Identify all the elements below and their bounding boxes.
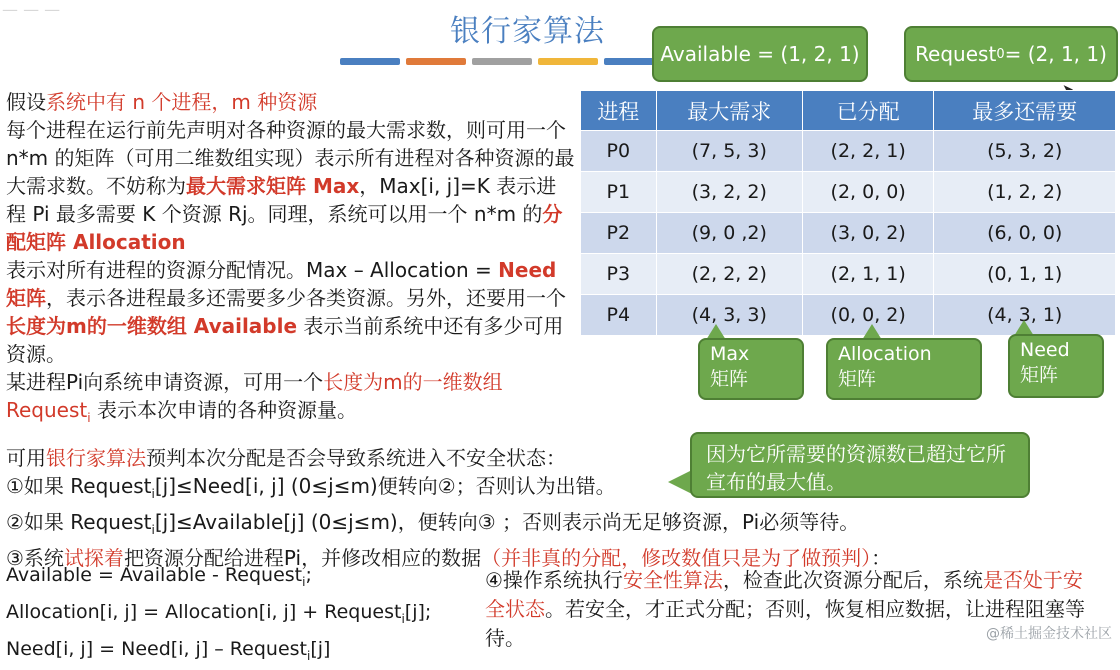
- label-line: Need: [1020, 339, 1070, 361]
- table-cell: P1: [581, 172, 657, 213]
- header-need: 最多还需要: [934, 91, 1116, 131]
- table-row: [581, 295, 1116, 336]
- formula-text: ;: [305, 564, 312, 586]
- formula-text: Available = Available - Request: [6, 564, 303, 586]
- allocation-matrix-label: [826, 338, 982, 400]
- table-cell: P4: [581, 295, 657, 336]
- allocation-matrix-term: 分配矩阵 Allocation: [6, 202, 563, 254]
- algorithm-steps: [6, 444, 1106, 572]
- table-cell: (9, 0 ,2): [656, 213, 802, 254]
- color-bar: [340, 58, 400, 65]
- step-highlight: 是否处于安全状态: [485, 568, 1083, 621]
- formula-text: [j]: [310, 637, 331, 660]
- intro-paragraph: [6, 88, 576, 432]
- available-callout: [652, 26, 868, 82]
- step-subscript: i: [151, 523, 155, 537]
- request-subscript: 0: [996, 46, 1005, 62]
- intro-text: ，表示各进程最多还需要多少各类资源。另外，还要用一个: [46, 286, 566, 310]
- max-matrix-term: 最大需求矩阵 Max: [186, 174, 360, 198]
- intro-text: 表示当前系统中还有多少可用资源。: [6, 314, 564, 366]
- step-highlight: 安全性算法: [622, 568, 723, 592]
- intro-highlight: 系统中有 n 个进程，m 种资源: [46, 90, 318, 114]
- table-cell: (2, 2, 1): [802, 131, 934, 172]
- step-highlight: 银行家算法: [46, 446, 146, 470]
- formula-line: [6, 597, 476, 634]
- table-row: [581, 131, 1116, 172]
- table-cell: (5, 3, 2): [934, 131, 1116, 172]
- intro-text: ，Max[i, j]=K 表示进程 Pi 最多需要 K 个资源 Rj。同理，系统可以用一个 n*m 的: [6, 174, 557, 226]
- step-2: [6, 508, 1106, 544]
- step-text: ②如果 Request: [6, 510, 152, 534]
- request-array-term: 长度为m的一维数组 Request: [6, 370, 503, 422]
- intro-text: 表示对所有进程的资源分配情况。Max – Allocation =: [6, 258, 499, 282]
- table-cell: P3: [581, 254, 657, 295]
- request-suffix: = (2, 1, 1): [1004, 42, 1107, 66]
- header-max: 最大需求: [656, 91, 802, 131]
- table-cell: (1, 2, 2): [934, 172, 1116, 213]
- label-line: Max: [710, 343, 750, 365]
- formula-subscript: i: [307, 648, 311, 663]
- step-intro: [6, 444, 1106, 472]
- step-text: ③系统: [6, 546, 64, 570]
- error-note-callout: 因为它所需要的资源数已超过它所宣布的最大值。: [690, 432, 1030, 498]
- step-text: 可用: [6, 446, 46, 470]
- step-highlight: （并非真的分配，修改数值只是为了做预判）: [481, 546, 872, 570]
- header-allocated: 已分配: [802, 91, 934, 131]
- intro-text: 表示本次申请的各种资源量。: [90, 398, 357, 422]
- formulas: [6, 560, 476, 670]
- table-cell: P0: [581, 131, 657, 172]
- table-cell: (2, 0, 0): [802, 172, 934, 213]
- table-cell: (6, 0, 0): [934, 213, 1116, 254]
- step-text: [j]≤Available[j] (0≤j≤m)，便转向③ ；否则表示尚无足够资源，Pi必须等待。: [154, 510, 860, 534]
- table-cell: (2, 1, 1): [802, 254, 934, 295]
- formula-text: Allocation[i, j] = Allocation[i, j] + Request: [6, 600, 402, 623]
- formula-line: [6, 634, 476, 670]
- label-line: 矩阵: [710, 368, 749, 390]
- formula-subscript: i: [302, 574, 306, 589]
- table-cell: (3, 0, 2): [802, 213, 934, 254]
- label-line: 矩阵: [1020, 364, 1059, 386]
- color-bar: [538, 58, 598, 65]
- table-cell: (4, 3, 3): [656, 295, 802, 336]
- table-row: [581, 254, 1116, 295]
- intro-text: 假设: [6, 90, 46, 114]
- resource-table: [580, 90, 1116, 336]
- table-cell: (4, 3, 1): [934, 295, 1116, 336]
- request-prefix: Request: [915, 42, 997, 66]
- table-row: [581, 213, 1116, 254]
- step-text: 。若安全，才正式分配；否则，恢复相应数据，让进程阻塞等待。: [485, 597, 1085, 650]
- table-cell: (3, 2, 2): [656, 172, 802, 213]
- formula-line: [6, 560, 476, 597]
- top-left-watermark: — — —: [2, 0, 61, 19]
- color-bar: [406, 58, 466, 65]
- formula-text: Need[i, j] = Need[i, j] – Request: [6, 637, 307, 660]
- need-matrix-term: Need 矩阵: [6, 258, 557, 310]
- table-cell: (0, 1, 1): [934, 254, 1116, 295]
- label-line: Allocation: [838, 343, 932, 365]
- step-text: [j]≤Need[i, j] (0≤j≤m)便转向②；否则认为出错。: [154, 474, 616, 498]
- table-row: [581, 172, 1116, 213]
- step-text: 预判本次分配是否会导致系统进入不安全状态：: [146, 446, 566, 470]
- request-callout: [904, 26, 1118, 82]
- request-subscript: i: [87, 411, 91, 425]
- label-line: 矩阵: [838, 368, 877, 390]
- title-color-bars: [340, 58, 664, 65]
- step-text: 把资源分配给进程Pi，并修改相应的数据: [123, 546, 482, 570]
- site-watermark: @稀土掘金技术社区: [986, 626, 1112, 642]
- step-text: ①如果 Request: [6, 474, 152, 498]
- step-text: ④操作系统执行: [485, 568, 623, 592]
- available-array-term: 长度为m的一维数组 Available: [6, 314, 298, 338]
- color-bar: [472, 58, 532, 65]
- formula-text: [j];: [404, 600, 432, 623]
- formula-subscript: i: [401, 611, 405, 626]
- table-cell: P2: [581, 213, 657, 254]
- max-matrix-label: [698, 338, 804, 400]
- table-cell: (7, 5, 3): [656, 131, 802, 172]
- step-highlight: 试探着: [63, 546, 124, 570]
- table-cell: (0, 0, 2): [802, 295, 934, 336]
- step-subscript: i: [151, 487, 155, 501]
- table-cell: (2, 2, 2): [656, 254, 802, 295]
- intro-text: 某进程Pi向系统申请资源，可用一个: [6, 370, 324, 394]
- step-text: ：: [871, 546, 892, 570]
- available-text: Available = (1, 2, 1): [660, 42, 860, 66]
- intro-text: 每个进程在运行前先声明对各种资源的最大需求数，则可用一个 n*m 的矩阵（可用二维数组实现）表示所有进程对各种资源的最大需求数。不妨称为: [6, 118, 575, 198]
- step-1: [6, 472, 1106, 508]
- step-text: ，检查此次资源分配后，系统: [722, 568, 983, 592]
- table-header-row: [581, 91, 1116, 131]
- header-process: 进程: [581, 91, 657, 131]
- need-matrix-label: [1008, 334, 1104, 398]
- page-title: 银行家算法: [450, 14, 605, 49]
